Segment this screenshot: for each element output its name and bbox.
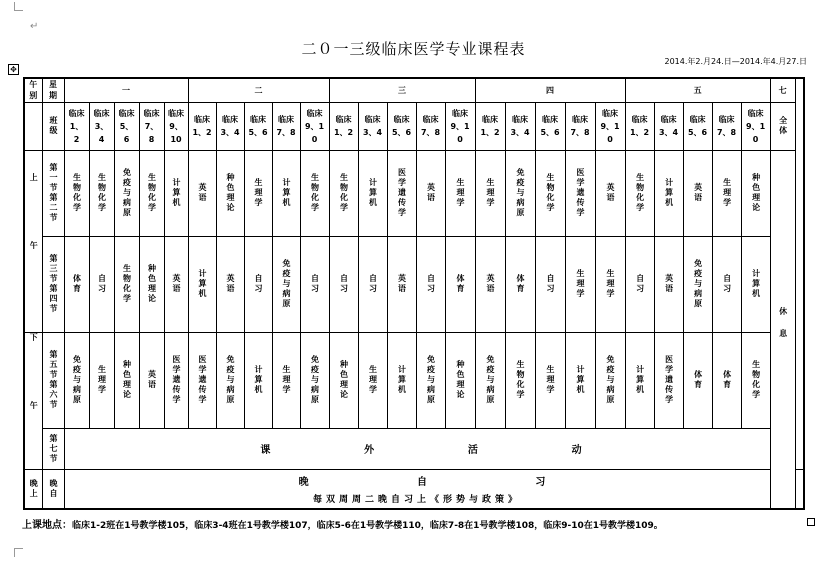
class-header [595, 102, 625, 150]
course-cell [139, 236, 164, 332]
course-cell [387, 236, 416, 332]
page-title: 二０一三级临床医学专业课程表 [301, 40, 526, 58]
course-cell [505, 236, 535, 332]
course-name: 英语 [693, 183, 703, 203]
class-header [625, 102, 654, 150]
course-cell [535, 236, 565, 332]
course-cell [300, 332, 329, 429]
course-cell [188, 236, 216, 332]
footer-label: 上课地点： [22, 520, 72, 531]
course-name: 生物化学 [147, 173, 157, 213]
course-cell [535, 332, 565, 429]
course-cell [741, 150, 770, 236]
course-cell [164, 150, 188, 236]
sunday-rest [770, 150, 795, 509]
footer-locations [22, 516, 663, 531]
sunday-evening [795, 469, 804, 509]
course-name: 医学遗传学 [172, 355, 181, 406]
course-name: 免疫与病原 [426, 355, 436, 406]
course-cell [300, 236, 329, 332]
course-name: 英语 [486, 274, 496, 294]
paragraph-mark: ↵ [30, 21, 39, 32]
course-name: 生理学 [486, 178, 496, 208]
class-name: 临床3、4 [658, 115, 679, 137]
course-cell [475, 236, 505, 332]
class-name: 临床3、4 [220, 115, 240, 137]
course-cell [535, 150, 565, 236]
course-name: 生物化学 [97, 173, 107, 213]
course-cell [188, 332, 216, 429]
course-cell [272, 332, 300, 429]
activity-char: 课 [260, 445, 273, 457]
class-name: 临床7、8 [716, 115, 737, 137]
course-name: 计算机 [397, 365, 407, 396]
course-name: 医学遗传学 [397, 168, 407, 218]
class-name: 临床3、4 [93, 108, 110, 144]
page-corner-mark [14, 2, 23, 11]
course-name: 英语 [426, 183, 436, 203]
course-name: 自习 [546, 274, 556, 294]
course-name: 英语 [172, 274, 181, 294]
class-header [329, 102, 358, 150]
course-name: 计算机 [751, 269, 761, 299]
course-cell [64, 332, 89, 429]
weekday-header: 星 期 [42, 78, 64, 102]
date-range: 2014.年2.月24.日—2014.年4.月27.日 [664, 57, 807, 66]
course-cell [683, 236, 712, 332]
class-header [139, 102, 164, 150]
course-name: 体育 [516, 274, 526, 294]
course-name: 生理学 [368, 365, 378, 396]
course-name: 计算机 [254, 365, 264, 396]
activity-char: 动 [571, 445, 584, 457]
course-name: 自习 [339, 274, 349, 294]
course-cell [64, 150, 89, 236]
class-name: 临床9、10 [168, 108, 184, 144]
activity-char: 活 [467, 445, 480, 457]
class-name: 临床1、2 [192, 115, 212, 137]
end-of-row-mark [807, 518, 815, 526]
class-header [712, 102, 741, 150]
course-cell [416, 332, 445, 429]
course-cell [654, 150, 683, 236]
course-name: 生物化学 [310, 173, 320, 213]
class-name: 临床3、4 [510, 115, 530, 137]
course-name: 英语 [664, 274, 674, 294]
course-name: 自习 [254, 274, 264, 294]
course-name: 种色理论 [147, 264, 157, 304]
course-cell [64, 236, 89, 332]
course-name: 生理学 [254, 178, 264, 208]
course-name: 英语 [147, 370, 157, 391]
class-header [445, 102, 475, 150]
time-header: 午 别 [24, 78, 42, 102]
course-cell [505, 150, 535, 236]
course-name: 体育 [722, 370, 732, 391]
course-name: 免疫与病原 [310, 355, 320, 406]
class-header [416, 102, 445, 150]
class-header [272, 102, 300, 150]
class-name: 临床7、8 [570, 115, 590, 137]
course-cell [505, 332, 535, 429]
course-name: 免疫与病原 [606, 355, 616, 406]
course-cell [595, 150, 625, 236]
class-header [164, 102, 188, 150]
course-cell [329, 236, 358, 332]
course-cell [329, 332, 358, 429]
course-cell [712, 236, 741, 332]
class-name: 临床1、2 [68, 108, 85, 144]
course-name: 英语 [226, 274, 236, 294]
course-name: 免疫与病原 [486, 355, 496, 406]
class-name: 临床9、10 [304, 108, 325, 144]
table-move-handle[interactable]: ✥ [8, 64, 19, 75]
course-cell [387, 332, 416, 429]
course-cell [272, 150, 300, 236]
course-cell [625, 236, 654, 332]
course-cell [565, 150, 595, 236]
course-name: 生理学 [722, 178, 732, 208]
class-header [741, 102, 770, 150]
session-label: 第三节第四节 [42, 236, 64, 332]
course-name: 英语 [606, 183, 616, 203]
course-cell [244, 236, 272, 332]
period-evening: 晚上 [24, 469, 42, 509]
course-cell [565, 236, 595, 332]
course-cell [358, 150, 387, 236]
day-header: 四 [475, 78, 625, 102]
activity-char: 外 [364, 445, 377, 457]
course-name: 免疫与病原 [516, 168, 526, 218]
evening-row [64, 469, 770, 509]
course-name: 英语 [198, 183, 208, 203]
course-cell [741, 236, 770, 332]
course-name: 生物化学 [339, 173, 349, 213]
course-name: 生物化学 [751, 360, 761, 401]
schedule-table [23, 77, 805, 510]
course-cell [89, 236, 114, 332]
course-cell [595, 236, 625, 332]
course-cell [114, 150, 139, 236]
evening-note: 每双周周二晚自习上《形势与政策》 [313, 494, 522, 505]
evening-char: 晚 [298, 476, 309, 488]
course-cell [114, 236, 139, 332]
class-name: 临床5、6 [687, 115, 708, 137]
course-name: 体育 [72, 274, 82, 294]
course-name: 免疫与病原 [122, 168, 132, 218]
activity-row [64, 429, 770, 469]
class-label: 班级 [42, 102, 64, 150]
class-header [188, 102, 216, 150]
course-cell [216, 236, 244, 332]
course-cell [445, 332, 475, 429]
course-cell [216, 332, 244, 429]
course-cell [445, 150, 475, 236]
course-name: 医学遗传学 [576, 168, 586, 218]
course-cell [741, 332, 770, 429]
course-cell [475, 332, 505, 429]
class-name: 临床9、10 [746, 108, 766, 144]
course-name: 体育 [693, 370, 703, 391]
course-name: 种色理论 [751, 173, 761, 213]
course-cell [387, 150, 416, 236]
course-name: 计算机 [282, 178, 292, 208]
course-cell [625, 150, 654, 236]
course-name: 自习 [426, 274, 436, 294]
course-cell [139, 332, 164, 429]
class-name: 临床5、6 [118, 108, 135, 144]
course-cell [625, 332, 654, 429]
course-cell [358, 236, 387, 332]
course-cell [244, 332, 272, 429]
course-name: 计算机 [368, 178, 378, 208]
course-cell [329, 150, 358, 236]
day-header: 七 [770, 78, 795, 102]
course-cell [164, 332, 188, 429]
course-name: 种色理论 [339, 360, 349, 401]
session-label: 第五节第六节 [42, 332, 64, 429]
course-cell [139, 150, 164, 236]
course-name: 生理学 [282, 365, 292, 396]
course-name: 生物化学 [122, 264, 132, 304]
class-name: 临床1、2 [629, 115, 650, 137]
course-cell [654, 332, 683, 429]
period-afternoon: 下午 [24, 332, 42, 469]
day-header: 三 [329, 78, 475, 102]
sunday-class [770, 102, 795, 150]
course-name: 计算机 [576, 365, 586, 396]
day-header: 二 [188, 78, 329, 102]
course-cell [683, 150, 712, 236]
course-cell [565, 332, 595, 429]
course-cell [683, 332, 712, 429]
course-cell [272, 236, 300, 332]
course-name: 计算机 [198, 269, 208, 299]
course-cell [445, 236, 475, 332]
class-name: 临床7、8 [420, 115, 441, 137]
course-cell [89, 150, 114, 236]
sunday-rest-label: 休息 [778, 307, 788, 352]
course-cell [595, 332, 625, 429]
class-name: 临床5、6 [540, 115, 560, 137]
day-header: 五 [625, 78, 770, 102]
session-label: 第一节第二节 [42, 150, 64, 236]
course-cell [89, 332, 114, 429]
class-header [505, 102, 535, 150]
course-name: 生物化学 [72, 173, 82, 213]
course-name: 医学遗传学 [198, 355, 208, 406]
course-name: 计算机 [172, 178, 181, 208]
class-name: 临床1、2 [333, 115, 354, 137]
course-cell [654, 236, 683, 332]
class-header [475, 102, 505, 150]
class-header [535, 102, 565, 150]
course-name: 体育 [456, 274, 466, 294]
course-cell [416, 150, 445, 236]
course-name: 计算机 [664, 178, 674, 208]
class-header [654, 102, 683, 150]
class-name: 临床9、10 [450, 108, 470, 144]
course-name: 自习 [635, 274, 645, 294]
course-name: 种色理论 [226, 173, 236, 213]
course-cell [300, 150, 329, 236]
course-cell [216, 150, 244, 236]
class-header [89, 102, 114, 150]
course-name: 生理学 [97, 365, 107, 396]
class-header [565, 102, 595, 150]
class-name: 临床5、6 [391, 115, 412, 137]
session-label: 第七节 [42, 429, 64, 469]
class-header [64, 102, 89, 150]
class-header [244, 102, 272, 150]
sunday-class-label: 全体 [778, 116, 788, 136]
class-name: 临床3、4 [362, 115, 383, 137]
course-name: 自习 [368, 274, 378, 294]
class-header [114, 102, 139, 150]
class-header [300, 102, 329, 150]
course-cell [244, 150, 272, 236]
course-name: 免疫与病原 [226, 355, 236, 406]
class-header [216, 102, 244, 150]
course-cell [475, 150, 505, 236]
course-name: 免疫与病原 [693, 259, 703, 309]
course-name: 生理学 [546, 365, 556, 396]
course-name: 医学遗传学 [664, 355, 674, 406]
class-name: 临床9、10 [600, 108, 620, 144]
evening-char: 自 [417, 476, 428, 488]
course-name: 种色理论 [456, 360, 466, 401]
day-header: 一 [64, 78, 188, 102]
class-name: 临床7、8 [276, 115, 296, 137]
course-cell [188, 150, 216, 236]
course-cell [712, 150, 741, 236]
course-name: 自习 [722, 274, 732, 294]
course-name: 生理学 [456, 178, 466, 208]
course-name: 生物化学 [635, 173, 645, 213]
course-cell [164, 236, 188, 332]
class-header [358, 102, 387, 150]
page-corner-mark [14, 548, 23, 557]
course-cell [712, 332, 741, 429]
class-name: 临床1、2 [480, 115, 500, 137]
course-name: 生物化学 [516, 360, 526, 401]
course-name: 英语 [397, 274, 407, 294]
course-cell [358, 332, 387, 429]
class-header [683, 102, 712, 150]
course-name: 计算机 [635, 365, 645, 396]
course-cell [114, 332, 139, 429]
footer-text: 临床1-2班在1号教学楼105，临床3-4班在1号教学楼107，临床5-6在1号教学楼110，临床7-8在1号教学楼108，临床9-10在1号教学楼109。 [72, 521, 663, 531]
class-name: 临床5、6 [248, 115, 268, 137]
course-name: 种色理论 [122, 360, 132, 401]
course-name: 自习 [310, 274, 320, 294]
course-name: 生理学 [576, 269, 586, 299]
evening-char: 习 [535, 476, 546, 488]
course-name: 自习 [97, 274, 107, 294]
class-header [387, 102, 416, 150]
course-name: 生理学 [606, 269, 616, 299]
period-morning: 上午 [24, 150, 42, 332]
session-label: 晚自 [42, 469, 64, 509]
course-name: 免疫与病原 [72, 355, 82, 406]
course-cell [416, 236, 445, 332]
class-name: 临床7、8 [143, 108, 160, 144]
course-name: 免疫与病原 [282, 259, 292, 309]
course-name: 生物化学 [546, 173, 556, 213]
